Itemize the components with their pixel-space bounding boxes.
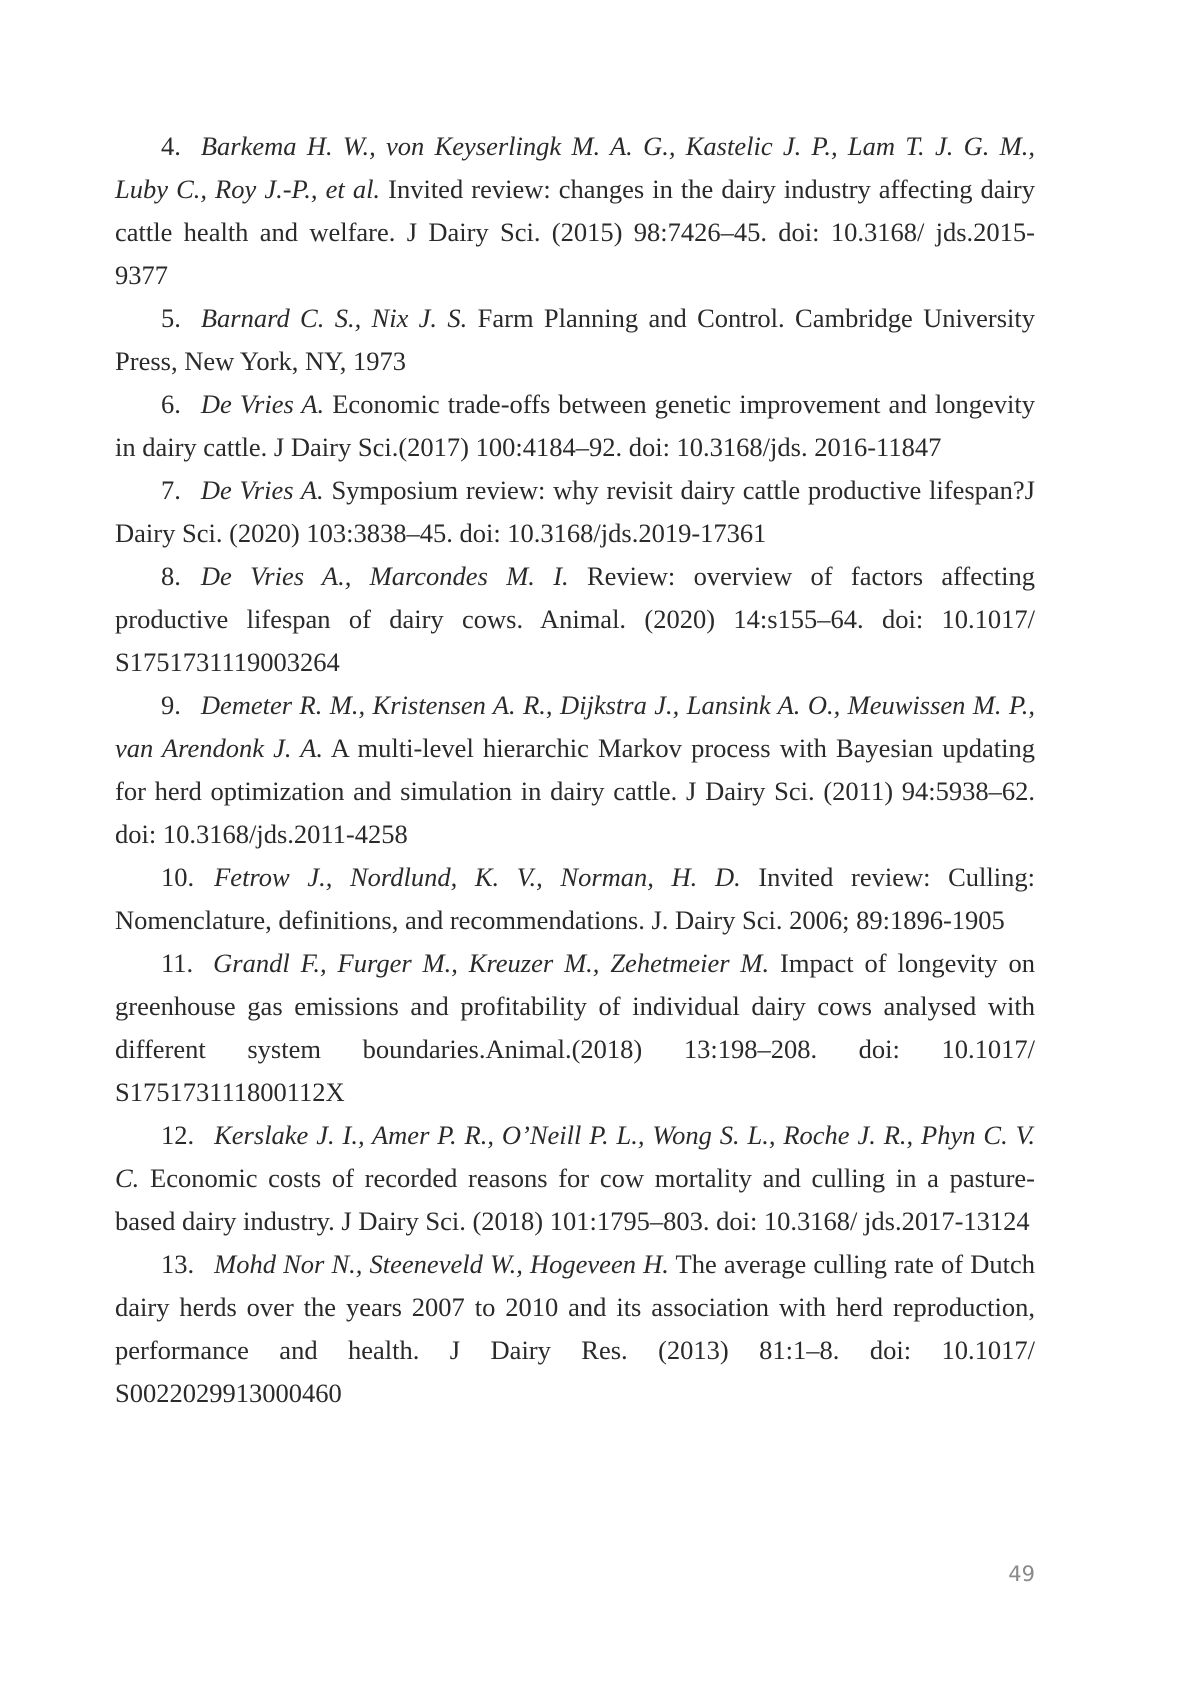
reference-item: [115, 297, 1035, 383]
document-page: [0, 0, 1200, 1697]
reference-authors: Barnard C. S., Nix J. S.: [201, 303, 467, 333]
reference-item: [115, 684, 1035, 856]
reference-number: 6.: [161, 389, 181, 419]
reference-number: 8.: [161, 561, 181, 591]
reference-item: [115, 942, 1035, 1114]
reference-text: Impact of longevity on greenhouse gas emissions and profitability of individual dairy cows analysed with different system boundaries.Animal.(2018) 13:198–208. doi: 10.1017/ S175173111800112X: [115, 948, 1035, 1107]
reference-item: [115, 125, 1035, 297]
reference-text: Economic trade-offs between genetic improvement and longevity in dairy cattle. J Dairy Sci.(2017) 100:4184–92. doi: 10.3168/jds. 2016-11847: [115, 389, 1035, 462]
reference-authors: Mohd Nor N., Steeneveld W., Hogeveen H.: [214, 1249, 669, 1279]
reference-number: 9.: [161, 690, 181, 720]
reference-item: [115, 1114, 1035, 1243]
reference-authors: Demeter R. M., Kristensen A. R., Dijkstra J., Lansink A. O., Meuwissen M. P., van Arendonk J. A.: [115, 690, 1035, 763]
reference-authors: Fetrow J., Nordlund, K. V., Norman, H. D.: [214, 862, 741, 892]
reference-text: Invited review: changes in the dairy industry affecting dairy cattle health and welfare. J Dairy Sci. (2015) 98:7426–45. doi: 10.3168/ jds.2015-9377: [115, 174, 1035, 290]
reference-authors: De Vries A.: [201, 475, 324, 505]
reference-number: 7.: [161, 475, 181, 505]
reference-authors: De Vries A.: [201, 389, 324, 419]
reference-authors: Kerslake J. I., Amer P. R., O’Neill P. L., Wong S. L., Roche J. R., Phyn C. V. C.: [115, 1120, 1035, 1193]
reference-text: Economic costs of recorded reasons for cow mortality and culling in a pasture-based dairy industry. J Dairy Sci. (2018) 101:1795–803. doi: 10.3168/ jds.2017-13124: [115, 1163, 1035, 1236]
reference-text: Review: overview of factors affecting productive lifespan of dairy cows. Animal. (2020) 14:s155–64. doi: 10.1017/ S1751731119003264: [115, 561, 1035, 677]
reference-text: The average culling rate of Dutch dairy herds over the years 2007 to 2010 and its association with herd reproduction, performance and health. J Dairy Res. (2013) 81:1–8. doi: 10.1017/ S0022029913000460: [115, 1249, 1035, 1408]
reference-list: [115, 125, 1035, 1415]
reference-number: 13.: [161, 1249, 194, 1279]
reference-item: [115, 383, 1035, 469]
reference-number: 11.: [161, 948, 193, 978]
reference-text: Symposium review: why revisit dairy cattle productive lifespan?J Dairy Sci. (2020) 103:3838–45. doi: 10.3168/jds.2019-17361: [115, 475, 1035, 548]
reference-authors: De Vries A., Marcondes M. I.: [201, 561, 569, 591]
reference-item: [115, 469, 1035, 555]
reference-item: [115, 856, 1035, 942]
reference-item: [115, 555, 1035, 684]
reference-authors: Barkema H. W., von Keyserlingk M. A. G., Kastelic J. P., Lam T. J. G. M., Luby C., Roy J.-P., et al.: [115, 131, 1035, 204]
reference-number: 4.: [161, 131, 181, 161]
reference-number: 5.: [161, 303, 181, 333]
reference-number: 12.: [161, 1120, 194, 1150]
page-number: 49: [990, 1562, 1035, 1586]
reference-text: A multi-level hierarchic Markov process with Bayesian updating for herd optimization and simulation in dairy cattle. J Dairy Sci. (2011) 94:5938–62. doi: 10.3168/jds.2011-4258: [115, 733, 1035, 849]
reference-text: Invited review: Culling: Nomenclature, definitions, and recommendations. J. Dairy Sci. 2006; 89:1896-1905: [115, 862, 1035, 935]
reference-authors: Grandl F., Furger M., Kreuzer M., Zehetmeier M.: [213, 948, 769, 978]
reference-item: [115, 1243, 1035, 1415]
reference-text: Farm Planning and Control. Cambridge University Press, New York, NY, 1973: [115, 303, 1035, 376]
reference-number: 10.: [161, 862, 194, 892]
